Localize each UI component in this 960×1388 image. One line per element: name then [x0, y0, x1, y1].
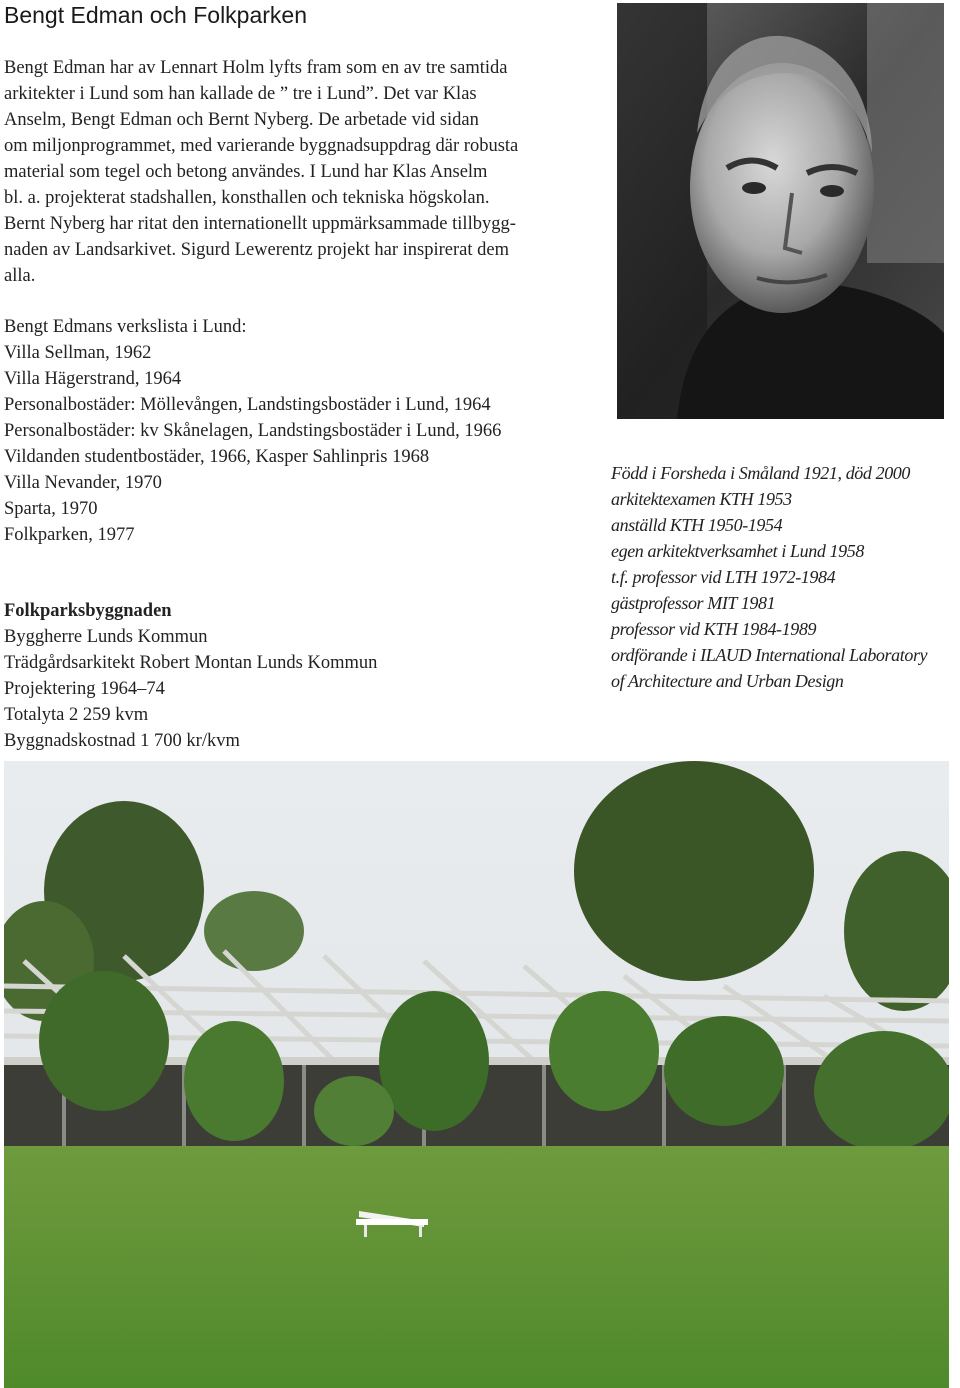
- works-item: Personalbostäder: Möllevången, Landstingsbostäder i Lund, 1964: [4, 395, 491, 415]
- intro-paragraph: [4, 55, 584, 289]
- building-fact: Totalyta 2 259 kvm: [4, 705, 149, 725]
- intro-line: naden av Landsarkivet. Sigurd Lewerentz projekt har inspirerat dem: [4, 240, 509, 260]
- building-fact: Projektering 1964–74: [4, 679, 165, 699]
- biography: [611, 460, 960, 694]
- intro-line: material som tegel och betong användes. I Lund har Klas Anselm: [4, 162, 488, 182]
- works-list: [4, 314, 594, 548]
- works-heading: Bengt Edmans verkslista i Lund:: [4, 317, 247, 337]
- intro-line: om miljonprogrammet, med varierande byggnadsuppdrag där robusta: [4, 136, 519, 156]
- intro-line: Bengt Edman har av Lennart Holm lyfts fram som en av tre samtida: [4, 58, 508, 78]
- intro-line: alla.: [4, 266, 36, 286]
- bio-line: professor vid KTH 1984-1989: [611, 619, 817, 639]
- building-fact: Byggnadskostnad 1 700 kr/kvm: [4, 731, 240, 751]
- intro-line: Anselm, Bengt Edman och Bernt Nyberg. De arbetade vid sidan: [4, 110, 479, 130]
- park-photo: [4, 761, 949, 1388]
- bio-line: arkitektexamen KTH 1953: [611, 489, 792, 509]
- building-heading: Folkparksbyggnaden: [4, 601, 172, 621]
- portrait-photo: [617, 3, 944, 419]
- building-fact: Byggherre Lunds Kommun: [4, 627, 208, 647]
- portrait-image: [617, 3, 944, 419]
- works-item: Villa Sellman, 1962: [4, 343, 152, 363]
- works-item: Villa Hägerstrand, 1964: [4, 369, 182, 389]
- works-item: Villa Nevander, 1970: [4, 473, 162, 493]
- building-facts: [4, 598, 594, 754]
- bio-line: ordförande i ILAUD International Laboratory: [611, 645, 928, 665]
- bio-line: Född i Forsheda i Småland 1921, död 2000: [611, 463, 910, 483]
- works-item: Sparta, 1970: [4, 499, 98, 519]
- intro-line: arkitekter i Lund som han kallade de ” tre i Lund”. Det var Klas: [4, 84, 477, 104]
- bio-line: of Architecture and Urban Design: [611, 671, 844, 691]
- works-item: Personalbostäder: kv Skånelagen, Landstingsbostäder i Lund, 1966: [4, 421, 502, 441]
- works-item: Folkparken, 1977: [4, 525, 135, 545]
- building-fact: Trädgårdsarkitekt Robert Montan Lunds Kommun: [4, 653, 378, 673]
- page-title: Bengt Edman och Folkparken: [4, 2, 308, 28]
- bio-line: t.f. professor vid LTH 1972-1984: [611, 567, 836, 587]
- park-image: [4, 761, 949, 1388]
- bio-line: gästprofessor MIT 1981: [611, 593, 776, 613]
- intro-line: Bernt Nyberg har ritat den internationellt uppmärksammade tillbygg-: [4, 214, 516, 234]
- works-item: Vildanden studentbostäder, 1966, Kasper Sahlinpris 1968: [4, 447, 430, 467]
- bio-line: egen arkitektverksamhet i Lund 1958: [611, 541, 864, 561]
- bio-line: anställd KTH 1950-1954: [611, 515, 783, 535]
- intro-line: bl. a. projekterat stadshallen, konsthallen och tekniska högskolan.: [4, 188, 490, 208]
